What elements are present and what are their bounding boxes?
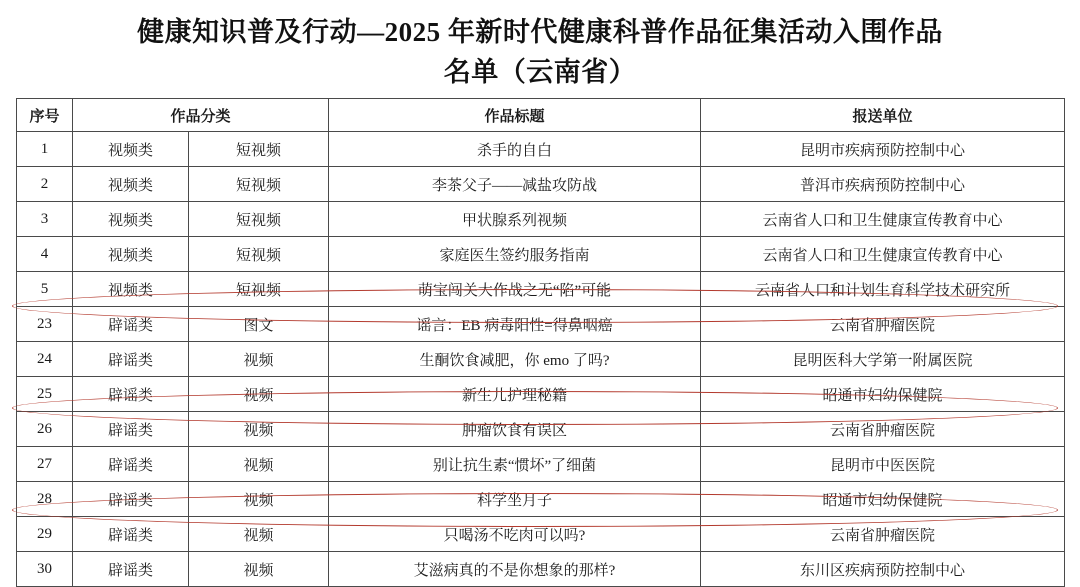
cell-category-primary: 辟谣类 bbox=[73, 412, 189, 447]
page-title bbox=[0, 0, 1080, 98]
cell-no: 1 bbox=[17, 132, 73, 167]
title-line-1: 健康知识普及行动—2025 年新时代健康科普作品征集活动入围作品 bbox=[137, 17, 943, 47]
cell-org: 云南省肿瘤医院 bbox=[701, 517, 1065, 552]
cell-no: 27 bbox=[17, 447, 73, 482]
cell-org: 昭通市妇幼保健院 bbox=[701, 482, 1065, 517]
cell-no: 2 bbox=[17, 167, 73, 202]
cell-no: 4 bbox=[17, 237, 73, 272]
cell-category-secondary: 短视频 bbox=[189, 272, 329, 307]
cell-title: 杀手的自白 bbox=[329, 132, 701, 167]
title-line-2: 名单（云南省） bbox=[443, 57, 637, 87]
table-row bbox=[17, 307, 1065, 342]
entries-table bbox=[16, 98, 1065, 587]
cell-category-secondary: 视频 bbox=[189, 447, 329, 482]
cell-category-primary: 辟谣类 bbox=[73, 307, 189, 342]
table-row bbox=[17, 202, 1065, 237]
table-row bbox=[17, 517, 1065, 552]
cell-category-primary: 视频类 bbox=[73, 132, 189, 167]
table-row bbox=[17, 552, 1065, 587]
cell-category-secondary: 短视频 bbox=[189, 167, 329, 202]
cell-category-primary: 视频类 bbox=[73, 202, 189, 237]
cell-category-secondary: 图文 bbox=[189, 307, 329, 342]
cell-category-secondary: 短视频 bbox=[189, 132, 329, 167]
cell-title: 生酮饮食减肥，你 emo 了吗? bbox=[329, 342, 701, 377]
table-row bbox=[17, 237, 1065, 272]
cell-category-primary: 辟谣类 bbox=[73, 377, 189, 412]
cell-category-secondary: 视频 bbox=[189, 342, 329, 377]
cell-category-primary: 辟谣类 bbox=[73, 552, 189, 587]
cell-title: 新生儿护理秘籍 bbox=[329, 377, 701, 412]
header-title: 作品标题 bbox=[329, 99, 701, 132]
cell-no: 29 bbox=[17, 517, 73, 552]
table-row bbox=[17, 447, 1065, 482]
cell-title: 甲状腺系列视频 bbox=[329, 202, 701, 237]
cell-title: 科学坐月子 bbox=[329, 482, 701, 517]
cell-no: 3 bbox=[17, 202, 73, 237]
cell-title: 谣言：EB 病毒阳性=得鼻咽癌 bbox=[329, 307, 701, 342]
cell-title: 艾滋病真的不是你想象的那样? bbox=[329, 552, 701, 587]
cell-org: 昭通市妇幼保健院 bbox=[701, 377, 1065, 412]
table-row bbox=[17, 342, 1065, 377]
cell-no: 28 bbox=[17, 482, 73, 517]
header-org: 报送单位 bbox=[701, 99, 1065, 132]
cell-category-primary: 辟谣类 bbox=[73, 342, 189, 377]
cell-no: 23 bbox=[17, 307, 73, 342]
cell-org: 云南省肿瘤医院 bbox=[701, 412, 1065, 447]
cell-category-secondary: 视频 bbox=[189, 412, 329, 447]
cell-category-primary: 辟谣类 bbox=[73, 517, 189, 552]
cell-no: 24 bbox=[17, 342, 73, 377]
table-row bbox=[17, 272, 1065, 307]
table-row bbox=[17, 167, 1065, 202]
cell-title: 别让抗生素“惯坏”了细菌 bbox=[329, 447, 701, 482]
cell-category-secondary: 视频 bbox=[189, 482, 329, 517]
table-container bbox=[0, 98, 1080, 587]
cell-category-primary: 视频类 bbox=[73, 237, 189, 272]
cell-category-secondary: 短视频 bbox=[189, 202, 329, 237]
table-body bbox=[17, 132, 1065, 587]
cell-org: 昆明市中医医院 bbox=[701, 447, 1065, 482]
cell-org: 云南省人口和卫生健康宣传教育中心 bbox=[701, 202, 1065, 237]
cell-org: 普洱市疾病预防控制中心 bbox=[701, 167, 1065, 202]
cell-org: 东川区疾病预防控制中心 bbox=[701, 552, 1065, 587]
cell-title: 萌宝闯关大作战之无“陷”可能 bbox=[329, 272, 701, 307]
cell-category-primary: 辟谣类 bbox=[73, 482, 189, 517]
table-row bbox=[17, 412, 1065, 447]
cell-category-primary: 视频类 bbox=[73, 272, 189, 307]
cell-no: 25 bbox=[17, 377, 73, 412]
header-no: 序号 bbox=[17, 99, 73, 132]
cell-category-secondary: 视频 bbox=[189, 517, 329, 552]
cell-title: 只喝汤不吃肉可以吗? bbox=[329, 517, 701, 552]
table-row bbox=[17, 482, 1065, 517]
cell-category-primary: 辟谣类 bbox=[73, 447, 189, 482]
cell-org: 昆明医科大学第一附属医院 bbox=[701, 342, 1065, 377]
table-row bbox=[17, 377, 1065, 412]
cell-no: 30 bbox=[17, 552, 73, 587]
cell-org: 昆明市疾病预防控制中心 bbox=[701, 132, 1065, 167]
cell-category-secondary: 视频 bbox=[189, 377, 329, 412]
cell-org: 云南省肿瘤医院 bbox=[701, 307, 1065, 342]
cell-org: 云南省人口和卫生健康宣传教育中心 bbox=[701, 237, 1065, 272]
cell-title: 李茶父子——减盐攻防战 bbox=[329, 167, 701, 202]
cell-no: 5 bbox=[17, 272, 73, 307]
cell-title: 肿瘤饮食有误区 bbox=[329, 412, 701, 447]
cell-category-secondary: 短视频 bbox=[189, 237, 329, 272]
table-header-row bbox=[17, 99, 1065, 132]
cell-org: 云南省人口和计划生育科学技术研究所 bbox=[701, 272, 1065, 307]
header-category: 作品分类 bbox=[73, 99, 329, 132]
cell-category-secondary: 视频 bbox=[189, 552, 329, 587]
cell-no: 26 bbox=[17, 412, 73, 447]
cell-category-primary: 视频类 bbox=[73, 167, 189, 202]
cell-title: 家庭医生签约服务指南 bbox=[329, 237, 701, 272]
table-row bbox=[17, 132, 1065, 167]
